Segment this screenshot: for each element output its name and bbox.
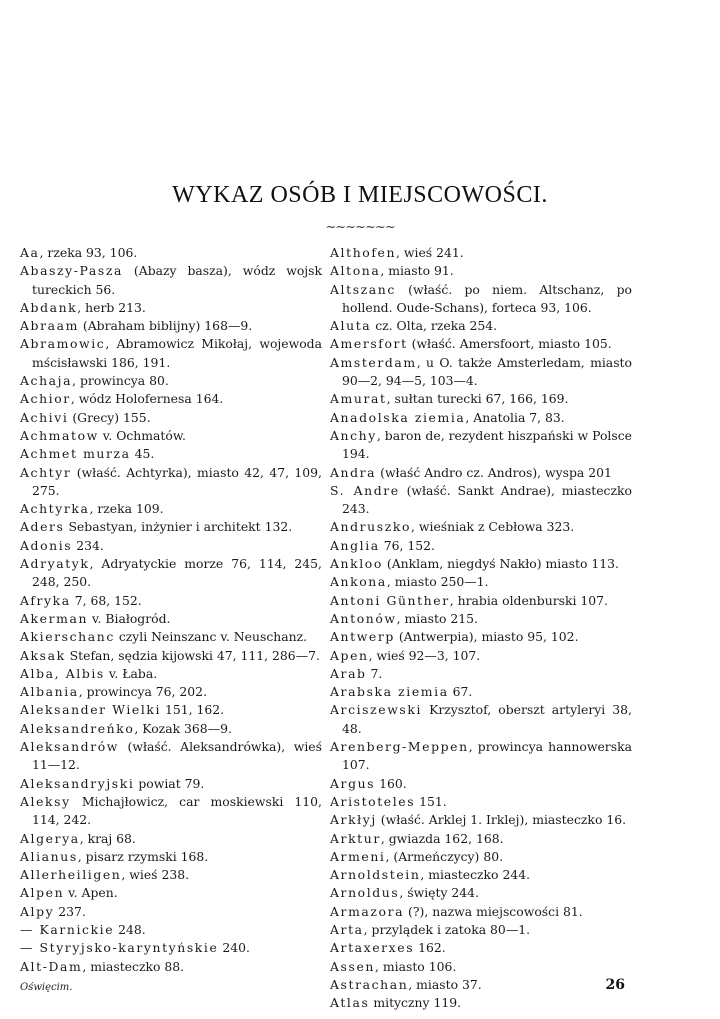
entry-headword: Afryka bbox=[20, 592, 71, 608]
entry-headword: Anglia bbox=[330, 537, 380, 553]
entry-text: , prowincya hannowerska 107. bbox=[342, 739, 632, 773]
index-entry bbox=[20, 500, 322, 518]
entry-headword: Armazora bbox=[330, 903, 405, 919]
index-entry bbox=[330, 811, 632, 829]
entry-text: (Antwerpia), miasto 95, 102. bbox=[394, 629, 579, 645]
printer-signature: Oświęcim. bbox=[20, 982, 73, 993]
index-entry bbox=[20, 262, 322, 299]
entry-headword: Arktur bbox=[330, 830, 381, 846]
entry-text: 162. bbox=[414, 940, 446, 956]
entry-headword: Alba, Albis bbox=[20, 665, 105, 681]
entry-text: v. Ochmatów. bbox=[98, 427, 186, 443]
entry-headword: Antwerp bbox=[330, 629, 395, 645]
index-entry bbox=[330, 482, 632, 519]
entry-text: (?), nazwa miejscowości 81. bbox=[404, 903, 583, 919]
index-entry bbox=[330, 281, 632, 318]
index-entry bbox=[330, 848, 632, 866]
entry-text: 7, 68, 152. bbox=[70, 592, 142, 608]
index-entry bbox=[330, 793, 632, 811]
index-entry bbox=[20, 244, 322, 262]
entry-headword: Adonis bbox=[20, 537, 73, 553]
index-entry bbox=[20, 738, 322, 775]
entry-headword: Astrachan bbox=[330, 976, 409, 992]
index-entry bbox=[330, 994, 632, 1012]
entry-text: v. Apen. bbox=[64, 885, 118, 901]
index-entry bbox=[20, 445, 322, 463]
entry-headword: Ankloo bbox=[330, 556, 383, 572]
entry-text: , miasto 37. bbox=[408, 976, 482, 992]
entry-text: , prowincya 80. bbox=[72, 373, 169, 389]
entry-headword: Ankona bbox=[330, 574, 387, 590]
entry-headword: Artaxerxes bbox=[330, 940, 415, 956]
index-entry bbox=[20, 665, 322, 683]
entry-text: 160. bbox=[375, 775, 407, 791]
index-entry bbox=[330, 354, 632, 391]
entry-headword: Adryatyk bbox=[20, 556, 90, 572]
entry-text: , herb 213. bbox=[77, 299, 146, 315]
entry-headword: S. Andre bbox=[330, 482, 400, 498]
entry-headword: Abramowic bbox=[20, 336, 106, 352]
entry-text: 234. bbox=[72, 537, 104, 553]
index-entry bbox=[330, 830, 632, 848]
entry-headword: Achmet murza bbox=[20, 446, 131, 462]
index-entry bbox=[330, 390, 632, 408]
index-entry bbox=[330, 683, 632, 701]
entry-headword: Altszanc bbox=[330, 281, 396, 297]
entry-text: , (Armeńczycy) 80. bbox=[385, 848, 504, 864]
entry-headword: Akerman bbox=[20, 610, 89, 626]
index-entry bbox=[330, 866, 632, 884]
index-entry bbox=[330, 427, 632, 464]
entry-headword: Apen bbox=[330, 647, 369, 663]
index-entry bbox=[20, 390, 322, 408]
entry-headword: Achtyr bbox=[20, 464, 72, 480]
index-entry bbox=[330, 884, 632, 902]
entry-headword: Altona bbox=[330, 263, 381, 279]
entry-headword: Aleksander Wielki bbox=[20, 702, 162, 718]
entry-text: (właść. Aleksandrówka), wieś 11—12. bbox=[32, 739, 322, 773]
index-entry bbox=[20, 610, 322, 628]
entry-headword: Armeni bbox=[330, 848, 386, 864]
index-entry bbox=[330, 738, 632, 775]
entry-text: , święty 244. bbox=[399, 885, 480, 901]
index-entry bbox=[20, 592, 322, 610]
index-entry bbox=[20, 335, 322, 372]
index-entry bbox=[330, 592, 632, 610]
entry-headword: Alianus bbox=[20, 848, 78, 864]
entry-headword: Alpy bbox=[20, 903, 55, 919]
entry-text: , wieś 241. bbox=[396, 245, 464, 260]
entry-text: , miasto 91. bbox=[380, 263, 454, 279]
entry-text: (właść. Sankt Andrae), miasteczko 243. bbox=[342, 482, 632, 517]
entry-headword: Amurat bbox=[330, 391, 387, 407]
entry-headword: Aksak bbox=[20, 647, 66, 663]
entry-headword: Arnoldus bbox=[330, 885, 400, 901]
index-entry bbox=[330, 262, 632, 280]
page-number: 26 bbox=[605, 977, 625, 993]
index-entry bbox=[330, 958, 632, 976]
index-entry bbox=[20, 537, 322, 555]
index-entry bbox=[330, 903, 632, 921]
entry-text: (właść. Amersfoort, miasto 105. bbox=[407, 336, 612, 352]
entry-text: , kraj 68. bbox=[79, 830, 136, 846]
entry-text: , sułtan turecki 67, 166, 169. bbox=[386, 391, 569, 407]
entry-text: Stefan, sędzia kijowski 47, 111, 286—7. bbox=[65, 647, 320, 663]
entry-headword: Argus bbox=[330, 775, 376, 791]
entry-text: , Anatolia 7, 83. bbox=[465, 409, 565, 425]
index-entry bbox=[330, 409, 632, 427]
index-entry bbox=[20, 427, 322, 445]
index-entry bbox=[20, 683, 322, 701]
entry-text: (Grecy) 155. bbox=[68, 409, 151, 425]
index-entry bbox=[20, 866, 322, 884]
entry-headword: Alt-Dam bbox=[20, 958, 83, 974]
index-entry bbox=[330, 518, 632, 536]
entry-text: v. Białogród. bbox=[88, 610, 171, 626]
entry-text: , gwiazda 162, 168. bbox=[380, 830, 504, 846]
entry-headword: Arta bbox=[330, 921, 364, 937]
entry-text: 7. bbox=[366, 665, 383, 681]
entry-headword: — Karnickie bbox=[20, 921, 115, 937]
entry-text: Michajłowicz, car moskiewski 110, 114, 242. bbox=[32, 793, 322, 828]
index-entry bbox=[330, 537, 632, 555]
entry-text: , miasteczko 88. bbox=[82, 958, 185, 974]
entry-text: powiat 79. bbox=[134, 775, 205, 791]
index-entry bbox=[20, 903, 322, 921]
entry-text: 237. bbox=[54, 903, 86, 919]
index-entry bbox=[20, 720, 322, 738]
index-entry bbox=[20, 317, 322, 335]
entry-text: 67. bbox=[448, 684, 473, 700]
index-entry bbox=[20, 409, 322, 427]
entry-headword: Abdank bbox=[20, 299, 78, 315]
index-column-left bbox=[20, 244, 322, 976]
entry-headword: Althofen bbox=[330, 245, 397, 260]
entry-text: , Abramowicz Mikołaj, wojewoda mścisławski 186, 191. bbox=[32, 336, 322, 370]
index-entry bbox=[20, 848, 322, 866]
entry-text: , hrabia oldenburski 107. bbox=[449, 592, 608, 608]
entry-text: (właść. Achtyrka), miasto 42, 47, 109, 275. bbox=[32, 464, 322, 498]
entry-text: , wieś 238. bbox=[121, 867, 190, 883]
entry-text: Krzysztof, oberszt artyleryi 38, 48. bbox=[342, 702, 632, 736]
entry-headword: Abraam bbox=[20, 318, 79, 334]
entry-headword: Anchy bbox=[330, 427, 377, 443]
entry-text: (właść. Arklej 1. Irklej), miasteczko 16. bbox=[376, 812, 627, 828]
entry-text: , Kozak 368—9. bbox=[134, 720, 232, 736]
entry-text: (Abraham biblijny) 168—9. bbox=[78, 318, 253, 334]
index-entry bbox=[20, 958, 322, 976]
entry-text: (właść. po niem. Altschanz, po hollend. Oude-Schans), forteca 93, 106. bbox=[342, 281, 632, 315]
entry-text: Sebastyan, inżynier i architekt 132. bbox=[64, 519, 293, 535]
entry-text: , Adryatyckie morze 76, 114, 245, 248, 250. bbox=[32, 556, 322, 590]
index-entry bbox=[20, 518, 322, 536]
index-entry bbox=[20, 464, 322, 501]
entry-text: mityczny 119. bbox=[369, 995, 462, 1011]
entry-text: , prowincya 76, 202. bbox=[78, 684, 208, 700]
entry-headword: Achaja bbox=[20, 373, 73, 389]
entry-headword: Aleksandreńko bbox=[20, 720, 135, 736]
index-entry bbox=[20, 830, 322, 848]
index-entry bbox=[330, 317, 632, 335]
entry-text: cz. Olta, rzeka 254. bbox=[371, 318, 498, 334]
entry-headword: Anadolska ziemia bbox=[330, 409, 466, 425]
entry-headword: Aleksandrów bbox=[20, 739, 119, 755]
entry-headword: Arkłyj bbox=[330, 812, 377, 828]
entry-text: , miasto 215. bbox=[396, 610, 478, 626]
entry-text: 151. bbox=[415, 793, 447, 809]
index-entry bbox=[330, 573, 632, 591]
index-entry bbox=[330, 464, 632, 482]
entry-headword: Arciszewski bbox=[330, 702, 423, 718]
index-entry bbox=[330, 701, 632, 738]
index-entry bbox=[330, 647, 632, 665]
entry-text: , wódz Holofernesa 164. bbox=[70, 391, 224, 407]
index-entry bbox=[20, 647, 322, 665]
entry-text: 76, 152. bbox=[379, 537, 435, 553]
entry-headword: Arabska ziemia bbox=[330, 684, 449, 700]
index-entry bbox=[330, 244, 632, 262]
entry-text: , wieś 92—3, 107. bbox=[368, 647, 481, 663]
entry-text: (Anklam, niegdyś Nakło) miasto 113. bbox=[382, 556, 619, 572]
entry-text: czyli Neinszanc v. Neuschanz. bbox=[114, 629, 308, 645]
title-ornament: ~~~~~~~ bbox=[325, 220, 395, 235]
entry-text: 248. bbox=[114, 921, 146, 937]
index-entry bbox=[330, 921, 632, 939]
entry-headword: Arenberg-Meppen bbox=[330, 739, 469, 755]
entry-headword: Aleksy bbox=[20, 793, 71, 809]
entry-headword: Aders bbox=[20, 519, 65, 535]
entry-headword: Amsterdam bbox=[330, 354, 417, 370]
index-entry bbox=[330, 976, 632, 994]
entry-headword: Assen bbox=[330, 958, 375, 974]
entry-headword: Antoni Günther bbox=[330, 592, 450, 608]
entry-headword: Andra bbox=[330, 464, 377, 480]
entry-headword: Allerheiligen bbox=[20, 867, 122, 883]
index-entry bbox=[20, 921, 322, 939]
entry-headword: Achivi bbox=[20, 409, 69, 425]
index-entry bbox=[330, 335, 632, 353]
page-title: WYKAZ OSÓB I MIEJSCOWOŚCI. bbox=[172, 182, 548, 208]
entry-headword: Andruszko bbox=[330, 519, 412, 535]
entry-text: , miasto 250—1. bbox=[386, 574, 489, 590]
entry-headword: Aleksandryjski bbox=[20, 775, 135, 791]
entry-headword: Atlas bbox=[330, 995, 370, 1011]
entry-headword: Akierschanc bbox=[20, 629, 115, 645]
index-entry bbox=[20, 884, 322, 902]
entry-headword: Aristoteles bbox=[330, 793, 416, 809]
entry-text: 151, 162. bbox=[161, 702, 225, 718]
entry-text: , u O. także Amsterledam, miasto 90—2, 94—5, 103—4. bbox=[342, 354, 632, 389]
entry-text: , miasto 106. bbox=[374, 958, 457, 974]
entry-headword: Aluta bbox=[330, 318, 372, 334]
entry-headword: Algerya bbox=[20, 830, 80, 846]
entry-text: , baron de, rezydent hiszpański w Polsce 194. bbox=[342, 427, 632, 462]
entry-text: , rzeka 93, 106. bbox=[39, 245, 138, 260]
entry-headword: Antonów bbox=[330, 610, 397, 626]
index-entry bbox=[330, 939, 632, 957]
index-entry bbox=[330, 555, 632, 573]
index-entry bbox=[20, 701, 322, 719]
entry-text: 45. bbox=[130, 446, 155, 462]
entry-headword: Achtyrka bbox=[20, 501, 90, 517]
entry-text: , miasteczko 244. bbox=[420, 867, 531, 883]
entry-headword: Alpen bbox=[20, 885, 65, 901]
entry-headword: Arab bbox=[330, 665, 367, 681]
index-entry bbox=[330, 665, 632, 683]
entry-text: , wieśniak z Cebłowa 323. bbox=[411, 519, 575, 535]
index-entry bbox=[20, 555, 322, 592]
entry-headword: Abaszy-Pasza bbox=[20, 263, 123, 279]
entry-text: (Abazy basza), wódz wojsk tureckich 56. bbox=[32, 263, 322, 297]
index-entry bbox=[20, 775, 322, 793]
entry-headword: Achmatow bbox=[20, 427, 99, 443]
entry-headword: Aa bbox=[20, 245, 40, 260]
entry-text: , pisarz rzymski 168. bbox=[77, 848, 209, 864]
index-entry bbox=[330, 610, 632, 628]
entry-text: (właść Andro cz. Andros), wyspa 201 bbox=[376, 464, 612, 480]
index-entry bbox=[20, 372, 322, 390]
entry-headword: — Styryjsko-karyntyńskie bbox=[20, 940, 219, 956]
index-entry bbox=[20, 793, 322, 830]
index-entry bbox=[20, 628, 322, 646]
index-entry bbox=[20, 939, 322, 957]
index-column-right bbox=[330, 244, 632, 1012]
entry-text: , przylądek i zatoka 80—1. bbox=[363, 921, 531, 937]
index-entry bbox=[330, 628, 632, 646]
entry-headword: Amersfort bbox=[330, 336, 408, 352]
index-entry bbox=[330, 775, 632, 793]
entry-headword: Albania bbox=[20, 684, 79, 700]
entry-text: v. Łaba. bbox=[104, 665, 158, 681]
entry-headword: Achior bbox=[20, 391, 71, 407]
index-entry bbox=[20, 299, 322, 317]
entry-headword: Arnoldstein bbox=[330, 867, 421, 883]
entry-text: , rzeka 109. bbox=[89, 501, 164, 517]
entry-text: 240. bbox=[218, 940, 250, 956]
